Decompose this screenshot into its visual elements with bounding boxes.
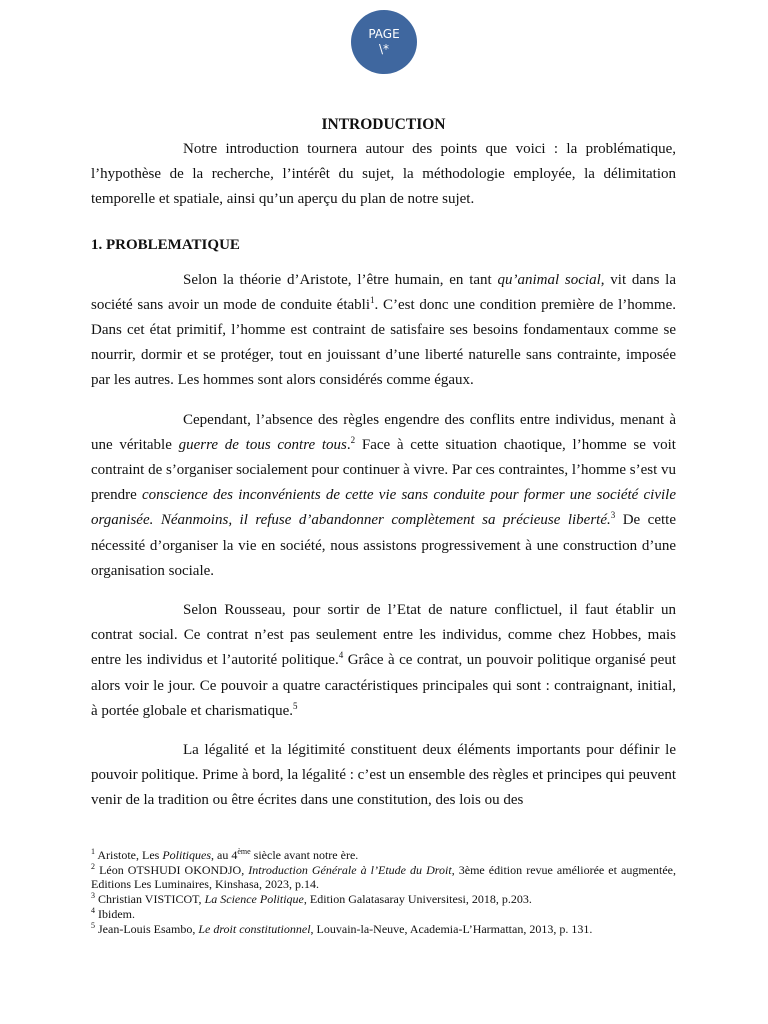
- text: , vit dans la société sans avoir un mode de conduite établi: [91, 271, 677, 313]
- emphasis: conscience des inconvénients de cette vie sans conduite pour former une société civile organisée. Néanmoins, il refuse d’abandonner complètement sa précieuse liberté.: [91, 487, 676, 529]
- footnote-ref-3[interactable]: 3: [610, 510, 616, 521]
- paragraph-rousseau: [91, 598, 676, 724]
- text: , au 4: [211, 848, 238, 862]
- footnote-number: 3: [91, 891, 95, 901]
- text: . C’est donc une condition première de l’homme. Dans cet état primitif, l’homme est contraint de satisfaire ses besoins fondamentaux comme se nourrir, dormir et se protéger, tout en jouissant d’une liberté naturelle sans contrainte, imposée par les autres. Les hommes sont alors considérés comme égaux.: [91, 296, 676, 389]
- text: Christian VISTICOT,: [95, 892, 205, 907]
- footnotes: [91, 848, 676, 936]
- document-body: [91, 116, 676, 814]
- text: Selon Rousseau, pour sortir de l’Etat de nature conflictuel, il faut établir un contrat social. Ce contrat n’est pas seulement entre les individus, comme chez Hobbes, mais entre les individus et l’autorité politique.: [91, 602, 676, 669]
- footnote-number: 2: [91, 861, 95, 871]
- paragraph-legalite: La légalité et la légitimité constituent deux éléments importants pour définir le pouvoir politique. Prime à bord, la légalité : c’est un ensemble des règles et principes qui peuvent venir de la tradition ou être écrites dans une constitution, des lois ou des: [91, 742, 676, 809]
- text: Jean-Louis Esambo,: [95, 921, 199, 936]
- text: De cette nécessité d’organiser la vie en société, nous assistons progressivement à une construction d’une organisation sociale.: [91, 512, 676, 579]
- paragraph-aristote: [91, 268, 676, 394]
- footnote-number: 1: [91, 847, 95, 856]
- text: Aristote, Les: [95, 848, 163, 862]
- emphasis: Politiques: [162, 848, 211, 862]
- emphasis: guerre de tous contre tous: [178, 436, 347, 453]
- page-title: INTRODUCTION: [321, 116, 446, 133]
- section-heading-problematique: 1. PROBLEMATIQUE: [91, 236, 240, 253]
- footnote-5: [91, 922, 676, 937]
- emphasis: Le droit constitutionnel: [198, 921, 311, 936]
- emphasis: qu’animal social: [497, 271, 601, 288]
- footnote-ref-4[interactable]: 4: [338, 650, 344, 661]
- footnote-ref-2[interactable]: 2: [350, 434, 356, 445]
- footnote-number: 5: [91, 920, 95, 930]
- text: Léon OTSHUDI OKONDJO,: [95, 862, 249, 877]
- emphasis: Introduction Générale à l’Etude du Droit: [248, 862, 452, 877]
- text: Face à cette situation chaotique, l’homme se voit contraint de s’organiser socialement pour continuer à vivre. Par ces contraintes, l’homme s’est vu prendre: [91, 436, 676, 504]
- footnote-ref-5[interactable]: 5: [293, 700, 298, 711]
- footnote-1: [91, 848, 676, 863]
- text: siècle avant notre ère.: [250, 848, 359, 862]
- text: , Edition Galatasaray Universitesi, 2018, p.203.: [303, 892, 532, 907]
- text: .: [346, 436, 351, 453]
- text: Cependant, l’absence des règles engendre des conflits entre individus, menant à une véritable: [91, 411, 676, 453]
- footnote-3: [91, 892, 676, 907]
- paragraph-guerre: [91, 408, 676, 584]
- footnote-number: 4: [91, 905, 95, 915]
- text: Ibidem.: [95, 906, 135, 921]
- page-badge-line1: PAGE: [368, 27, 400, 41]
- text: , 3ème édition revue améliorée et augmentée, Editions Les Luminaires, Kinshasa, 2023, p.14.: [91, 862, 676, 892]
- intro-paragraph: Notre introduction tournera autour des points que voici : la problématique, l’hypothèse de la recherche, l’intérêt du sujet, la méthodologie employée, la délimitation temporelle et spatiale, ainsi qu’un aperçu du plan de notre sujet.: [91, 141, 676, 208]
- page-number-badge: [351, 10, 417, 74]
- page-badge-line2: \*: [378, 42, 390, 56]
- superscript: ème: [237, 847, 251, 856]
- footnote-4: [91, 907, 676, 922]
- footnote-2: [91, 863, 676, 892]
- text: Selon la théorie d’Aristote, l’être humain, en tant: [183, 271, 498, 288]
- text: , Louvain-la-Neuve, Academia-L’Harmattan, 2013, p. 131.: [310, 921, 593, 936]
- text: Grâce à ce contrat, un pouvoir politique organisé peut alors voir le jour. Ce pouvoir a quatre caractéristiques principales qui sont : contraignant, initial, à portée globale et charismatique.: [91, 652, 677, 719]
- emphasis: La Science Politique: [204, 892, 304, 907]
- footnote-ref-1[interactable]: 1: [370, 294, 375, 305]
